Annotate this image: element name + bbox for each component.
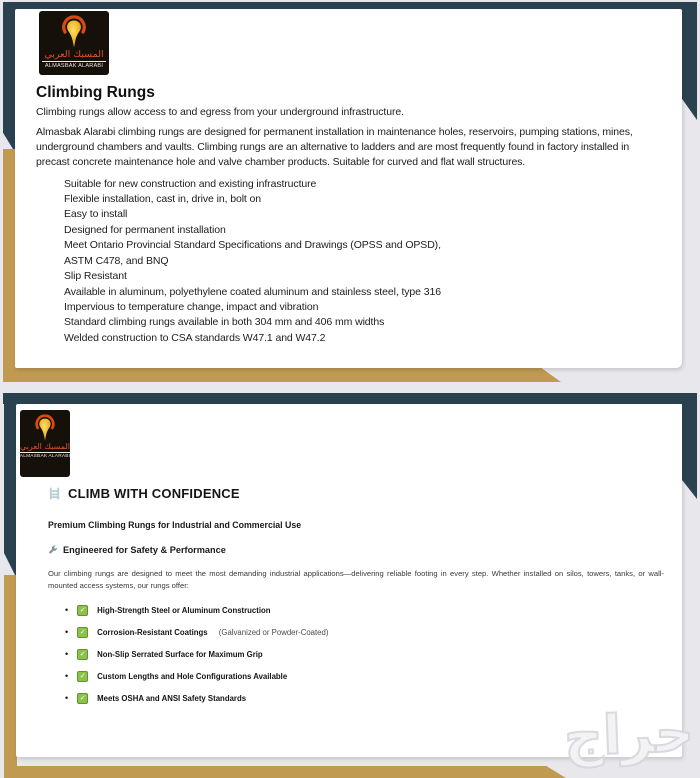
benefit-label: Custom Lengths and Hole Configurations Available <box>97 672 288 682</box>
brand-arabic-name: المسبك العربي <box>18 443 72 453</box>
slide2-heading-text: CLIMB WITH CONFIDENCE <box>68 486 240 501</box>
slide-1-climbing-rungs[interactable] <box>0 0 700 387</box>
brand-latin-name: ALMASBAK ALARABI <box>44 62 104 69</box>
slide1-content-panel <box>15 9 682 368</box>
benefit-label: Meets OSHA and ANSI Safety Standards <box>97 694 247 704</box>
bullet-dot: • <box>65 605 69 616</box>
benefit-label: Non-Slip Serrated Surface for Maximum Grip <box>97 650 263 660</box>
ladder-icon <box>48 487 61 500</box>
check-icon: ✓ <box>77 671 88 682</box>
feature-line: ASTM C478, and BNQ <box>64 254 169 267</box>
feature-line: Easy to install <box>64 208 128 221</box>
slide2-subheading: Premium Climbing Rungs for Industrial and Commercial Use <box>48 520 302 530</box>
check-icon: ✓ <box>77 605 88 616</box>
slide2-right-border-teal <box>682 393 697 499</box>
wrench-icon <box>48 545 58 555</box>
feature-line: Designed for permanent installation <box>64 223 226 236</box>
slide2-section-heading-text: Engineered for Safety & Performance <box>63 545 226 555</box>
feature-line: Meet Ontario Provincial Standard Specifications and Drawings (OPSS and OPSD), <box>64 239 441 252</box>
benefit-item <box>65 649 662 660</box>
molten-pour-icon <box>52 14 96 50</box>
check-icon: ✓ <box>77 693 88 704</box>
feature-line: Standard climbing rungs available in both 304 mm and 406 mm widths <box>64 316 385 329</box>
benefit-label: Corrosion-Resistant Coatings <box>97 628 208 638</box>
benefit-item <box>65 605 662 616</box>
intro-text: Climbing rungs allow access to and egress from your underground infrastructure. <box>36 106 404 118</box>
bullet-dot: • <box>65 649 69 660</box>
check-icon: ✓ <box>77 649 88 660</box>
slide2-top-border <box>3 393 697 404</box>
benefit-item <box>65 627 662 638</box>
slide2-bottom-border-gold <box>4 766 566 778</box>
bullet-dot: • <box>65 671 69 682</box>
feature-line: Available in aluminum, polyethylene coated aluminum and stainless steel, type 316 <box>64 285 441 298</box>
feature-list <box>64 177 644 346</box>
slide1-bottom-border-gold <box>3 368 561 382</box>
feature-line: Slip Resistant <box>64 270 127 283</box>
slide1-right-border-teal <box>682 2 697 120</box>
benefit-item <box>65 671 662 682</box>
feature-line: Flexible installation, cast in, drive in, bolt on <box>64 193 262 206</box>
feature-line: Suitable for new construction and existing infrastructure <box>64 177 317 190</box>
slide2-heading <box>48 486 662 501</box>
benefit-label: High-Strength Steel or Aluminum Construction <box>97 606 271 616</box>
brand-logo-slide2 <box>20 410 70 477</box>
haraj-watermark: حراج <box>562 700 696 769</box>
benefit-list <box>65 605 662 704</box>
benefit-note: (Galvanized or Powder-Coated) <box>216 628 329 638</box>
benefit-item <box>65 693 662 704</box>
brand-latin-name: ALMASBAK ALARABI <box>19 454 71 460</box>
molten-pour-icon <box>29 413 61 443</box>
body-text: Almasbak Alarabi climbing rungs are designed for permanent installation in maintenance holes, reservoirs, pumping stations, mines, underground chambers and vaults. Climbing rungs are an alternative to ladders and are most frequently found in factory installed in precast concrete maintenance hole and valve chamber products. Suitable for curved and flat wall structures. <box>36 126 633 169</box>
bullet-dot: • <box>65 693 69 704</box>
slide2-paragraph: Our climbing rungs are designed to meet the most demanding industrial applications—delivering reliable footing in every step. Whether installed on silos, towers, tanks, or wall-mounted access systems, our rungs offer: <box>48 569 664 591</box>
page-title: Climbing Rungs <box>36 84 155 101</box>
check-icon: ✓ <box>77 627 88 638</box>
feature-line: Impervious to temperature change, impact and vibration <box>64 300 319 313</box>
bullet-dot: • <box>65 627 69 638</box>
brand-arabic-name: المسبك العربي <box>44 49 104 60</box>
feature-line: Welded construction to CSA standards W47.1 and W47.2 <box>64 331 326 344</box>
slide2-section-heading <box>48 545 662 555</box>
brand-logo-slide1 <box>39 11 109 75</box>
slide-2-climb-with-confidence[interactable] <box>0 392 700 778</box>
